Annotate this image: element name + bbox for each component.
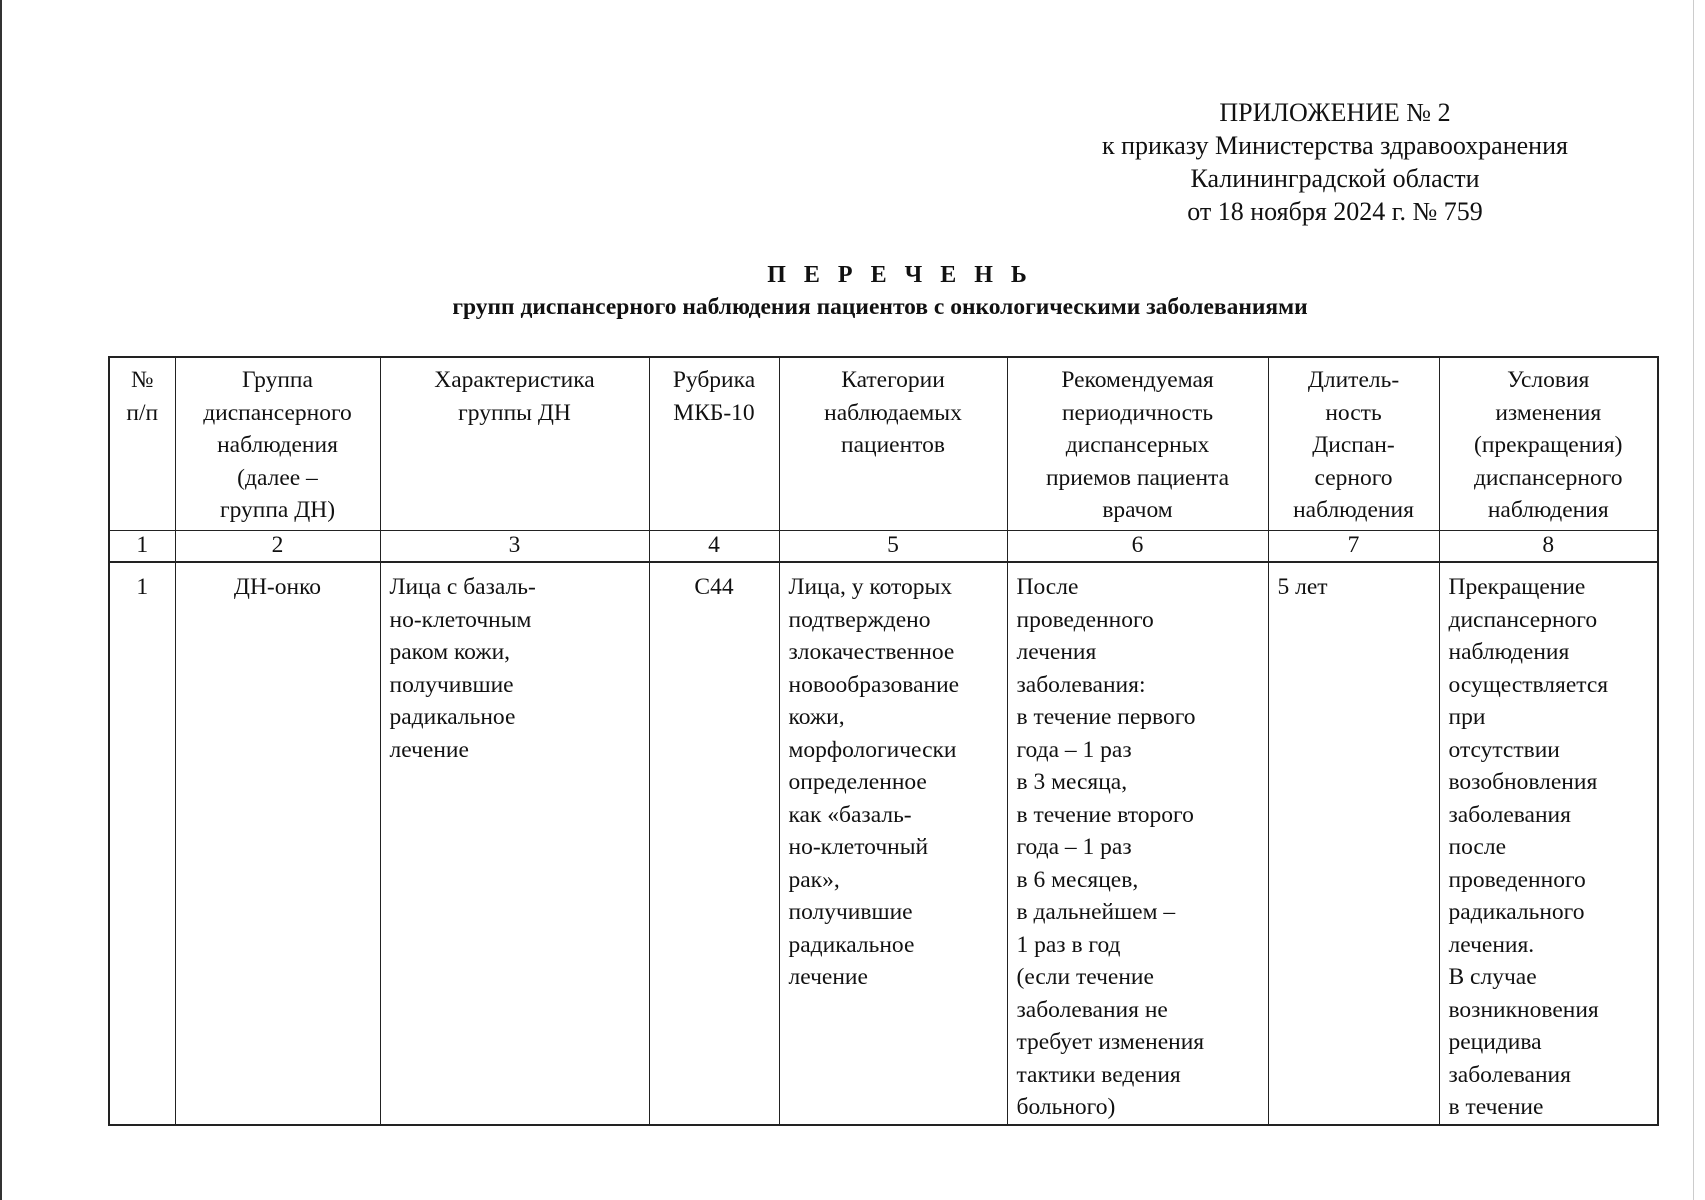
- header-cell-conditions: Условия изменения (прекращения) диспансерного наблюдения: [1439, 357, 1658, 531]
- header-cell-categories: Категории наблюдаемых пациентов: [779, 357, 1007, 531]
- column-number: 2: [175, 531, 380, 563]
- appendix-number: ПРИЛОЖЕНИЕ № 2: [1219, 98, 1451, 127]
- column-number-row: [109, 531, 1658, 563]
- column-number: 6: [1007, 531, 1268, 563]
- column-number: 1: [109, 531, 175, 563]
- table-row: [109, 562, 1658, 1125]
- table-header-row: [109, 357, 1658, 531]
- appendix-region: Калининградской области: [1190, 164, 1480, 193]
- header-cell-characteristic: Характеристика группы ДН: [380, 357, 649, 531]
- column-number: 5: [779, 531, 1007, 563]
- appendix-header: [1040, 96, 1630, 228]
- dispensary-groups-table: [108, 356, 1659, 1126]
- cell-categories: Лица, у которых подтверждено злокачественное новообразование кожи, морфологически определенное как «базаль- но-клеточный рак», получившие радикальное лечение: [779, 562, 1007, 1125]
- column-number: 3: [380, 531, 649, 563]
- header-cell-number: № п/п: [109, 357, 175, 531]
- appendix-date: от 18 ноября 2024 г. № 759: [1187, 197, 1483, 226]
- column-number: 8: [1439, 531, 1658, 563]
- cell-conditions: Прекращение диспансерного наблюдения осуществляется при отсутствии возобновления заболевания после проведенного радикального лечения. В случае возникновения рецидива заболевания в течение: [1439, 562, 1658, 1125]
- cell-characteristic: Лица с базаль- но-клеточным раком кожи, получившие радикальное лечение: [380, 562, 649, 1125]
- cell-icd: С44: [649, 562, 779, 1125]
- appendix-order-ref: к приказу Министерства здравоохранения: [1102, 131, 1568, 160]
- header-cell-icd: Рубрика МКБ-10: [649, 357, 779, 531]
- cell-group: ДН-онко: [175, 562, 380, 1125]
- cell-duration: 5 лет: [1268, 562, 1439, 1125]
- document-subtitle: групп диспансерного наблюдения пациентов с онкологическими заболеваниями: [452, 294, 1308, 320]
- page-edge-right: [1693, 0, 1694, 1200]
- header-cell-duration: Длитель- ность Диспан- серного наблюдения: [1268, 357, 1439, 531]
- column-number: 7: [1268, 531, 1439, 563]
- column-number: 4: [649, 531, 779, 563]
- header-cell-periodicity: Рекомендуемая периодичность диспансерных приемов пациента врачом: [1007, 357, 1268, 531]
- document-title: П Е Р Е Ч Е Н Ь: [767, 262, 1033, 288]
- cell-row-number: 1: [109, 562, 175, 1125]
- page-edge-left: [0, 0, 2, 1200]
- cell-periodicity: После проведенного лечения заболевания: в течение первого года – 1 раз в 3 месяца, в течение второго года – 1 раз в 6 месяцев, в дальнейшем – 1 раз в год (если течение заболевания не требует изменения тактики ведения больного): [1007, 562, 1268, 1125]
- header-cell-group: Группа диспансерного наблюдения (далее – группа ДН): [175, 357, 380, 531]
